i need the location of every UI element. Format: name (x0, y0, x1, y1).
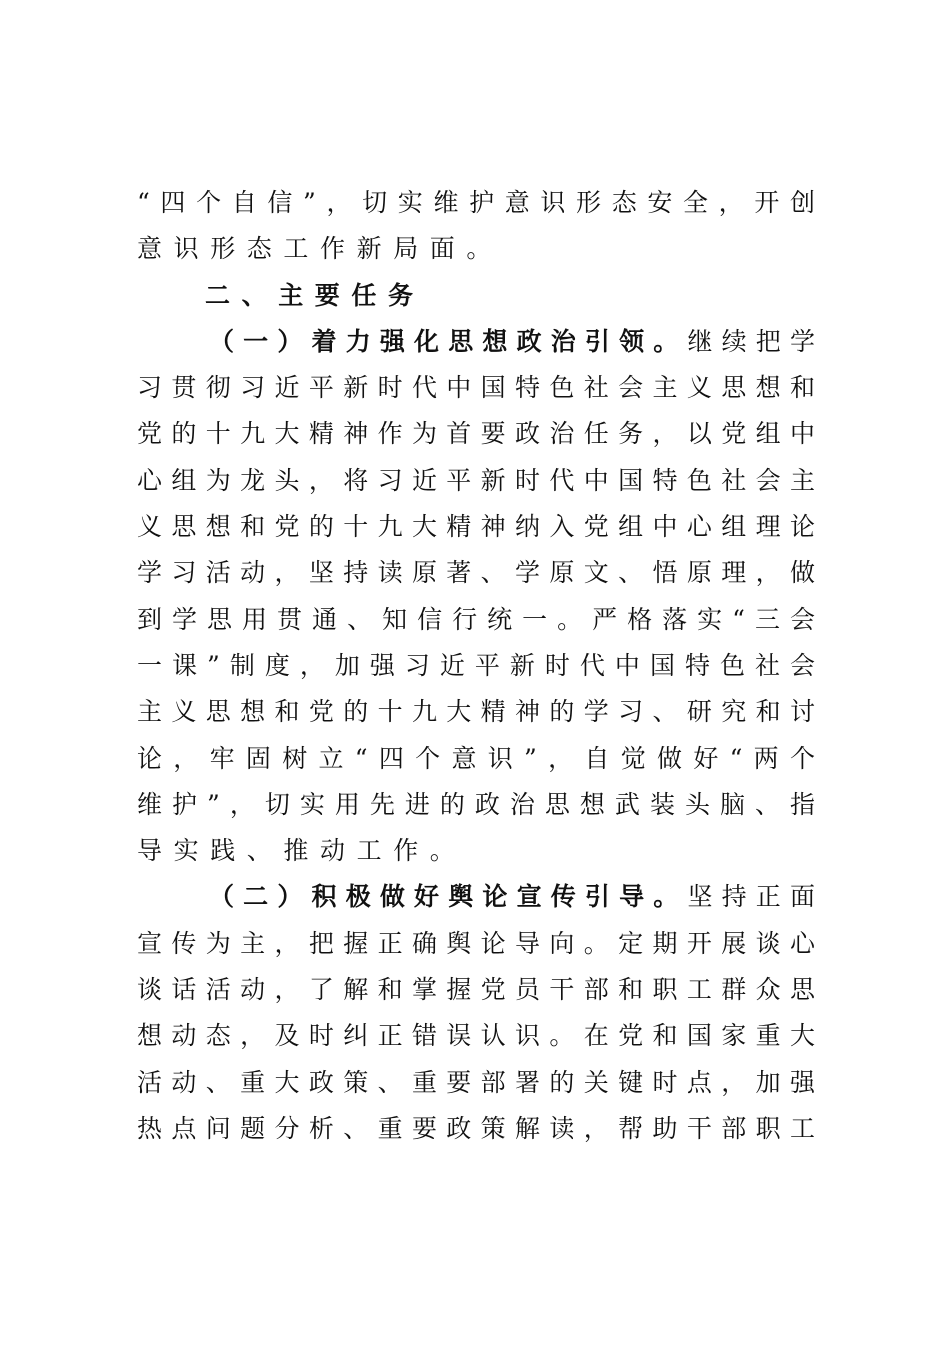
text-line: “四个自信”，切实维护意识形态安全，开创 (137, 188, 815, 217)
text-line: 论，牢固树立“四个意识”，自觉做好“两个 (137, 743, 815, 773)
subsection-heading: （一）着力强化思想政治引领。 (209, 326, 688, 356)
text-line: 主义思想和党的十九大精神的学习、研究和讨 (137, 697, 815, 727)
text-line: 活动、重大政策、重要部署的关键时点，加强 (137, 1067, 815, 1097)
text-line: 谈话活动，了解和掌握党员干部和职工群众思 (137, 975, 815, 1005)
text-line: 学习活动，坚持读原著、学原文、悟原理，做 (137, 558, 815, 588)
text-run: 继续把学 (687, 326, 815, 356)
text-line: 宣传为主，把握正确舆论导向。定期开展谈心 (137, 928, 815, 958)
text-line: 维护”，切实用先进的政治思想武装头脑、指 (137, 789, 815, 819)
subsection-first-line (137, 874, 815, 920)
text-line: 义思想和党的十九大精神纳入党组中心组理论 (137, 512, 815, 542)
text-line: 党的十九大精神作为首要政治任务，以党组中 (137, 419, 815, 449)
section-heading: 二、主要任务 (205, 280, 425, 310)
text-line: 意识形态工作新局面。 (137, 234, 504, 264)
text-line: 想动态，及时纠正错误认识。在党和国家重大 (137, 1021, 815, 1051)
text-line: 心组为龙头，将习近平新时代中国特色社会主 (137, 465, 815, 495)
subsection-first-line (137, 319, 815, 365)
text-line: 一课”制度，加强习近平新时代中国特色社会 (137, 650, 815, 680)
text-line: 到学思用贯通、知信行统一。严格落实“三会 (137, 604, 815, 634)
text-line: 习贯彻习近平新时代中国特色社会主义思想和 (137, 373, 815, 403)
subsection-heading: （二）积极做好舆论宣传引导。 (209, 882, 688, 912)
body-text (137, 180, 815, 1152)
text-line: 导实践、推动工作。 (137, 836, 467, 866)
text-run: 坚持正面 (687, 882, 815, 912)
text-line: 热点问题分析、重要政策解读，帮助干部职工 (137, 1113, 815, 1143)
